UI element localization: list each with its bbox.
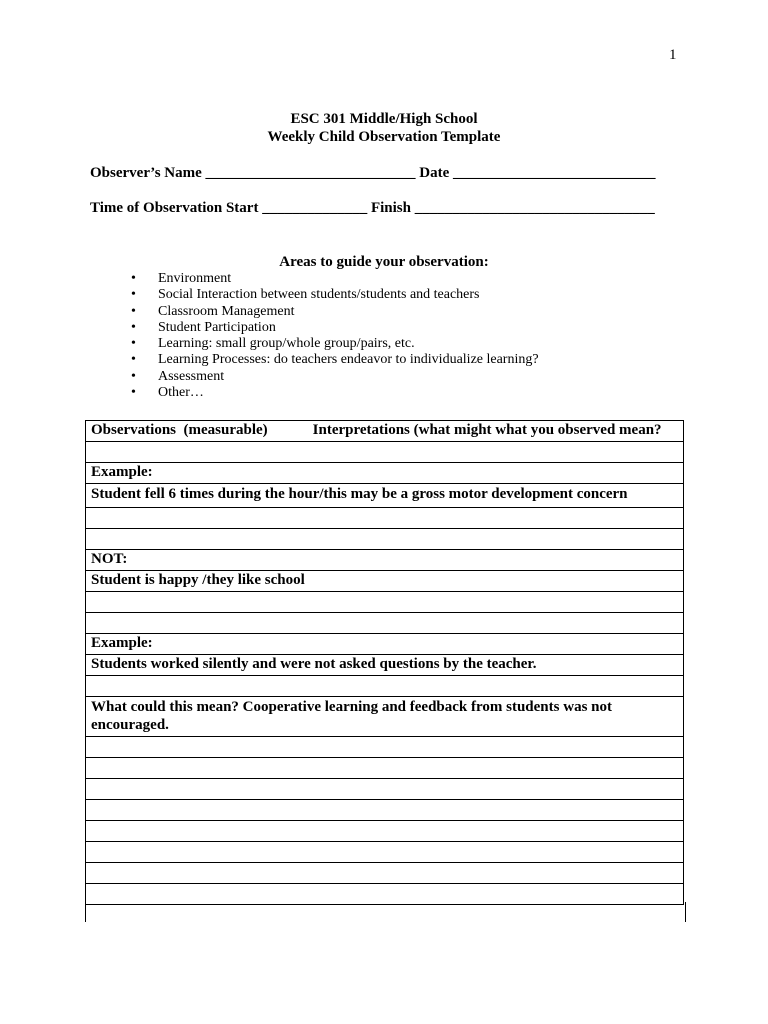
area-item-label: Learning: small group/whole group/pairs, etc. [158, 336, 415, 352]
table-cell [86, 508, 684, 529]
area-item-label: Environment [158, 271, 232, 286]
table-cell: Student is happy /they like school [86, 571, 684, 592]
area-item-label: Student Participation [158, 319, 276, 335]
table-row [86, 842, 684, 863]
table-row [86, 821, 684, 842]
table-row [86, 758, 684, 779]
table-row [86, 863, 684, 884]
table-cell: What could this mean? Cooperative learning and feedback from students was not encouraged. [86, 697, 684, 737]
area-item [131, 369, 539, 385]
bullet-icon: • [131, 385, 136, 401]
area-item [131, 287, 539, 303]
table-row [86, 463, 684, 484]
table-cell [86, 737, 684, 758]
table-continuation [85, 902, 686, 922]
area-item [131, 304, 539, 320]
area-item [131, 271, 539, 287]
table-row [86, 655, 684, 676]
table-header-row [86, 421, 684, 442]
area-item-label: Learning Processes: do teachers endeavor to individualize learning? [158, 352, 539, 368]
table-row [86, 442, 684, 463]
table-row [86, 550, 684, 571]
area-item [131, 385, 539, 401]
table-cell: Example: [86, 634, 684, 655]
table-row [86, 737, 684, 758]
table-cell [86, 529, 684, 550]
table-cell [86, 863, 684, 884]
table-row [86, 529, 684, 550]
table-row [86, 484, 684, 508]
table-row [86, 571, 684, 592]
table-header-cell: Observations (measurable) Interpretations (what might what you observed mean? [86, 421, 684, 442]
area-item-label: Assessment [158, 368, 225, 384]
page-number: 1 [669, 47, 677, 63]
bullet-icon: • [131, 352, 136, 368]
area-item-label: Classroom Management [158, 303, 295, 319]
area-item [131, 336, 539, 352]
table-cell [86, 779, 684, 800]
bullet-icon: • [131, 336, 136, 352]
table-cell: Students worked silently and were not asked questions by the teacher. [86, 655, 684, 676]
bullet-icon: • [131, 287, 136, 303]
areas-heading: Areas to guide your observation: [279, 254, 489, 270]
table-cell [86, 842, 684, 863]
table-cell [86, 821, 684, 842]
bullet-icon: • [131, 319, 136, 335]
table-cell [86, 676, 684, 697]
table-cell: NOT: [86, 550, 684, 571]
document-subtitle: Weekly Child Observation Template [267, 129, 501, 145]
table-row [86, 697, 684, 737]
table-cell: Student fell 6 times during the hour/this may be a gross motor development concern [86, 484, 684, 508]
table-cell: Example: [86, 463, 684, 484]
bullet-icon: • [131, 271, 136, 286]
observation-time-line: Time of Observation Start ______________ Finish ________________________________ [90, 200, 655, 216]
document-title: ESC 301 Middle/High School [290, 111, 478, 127]
table-cell [86, 613, 684, 634]
area-item-label: Other… [158, 385, 204, 401]
table-row [86, 634, 684, 655]
bullet-icon: • [131, 368, 136, 384]
table-row [86, 800, 684, 821]
area-item [131, 352, 539, 368]
bullet-icon: • [131, 303, 136, 319]
table-cell [86, 758, 684, 779]
table-row [86, 779, 684, 800]
table-cell [86, 800, 684, 821]
table-row [86, 613, 684, 634]
table-row [86, 508, 684, 529]
table-cell [86, 592, 684, 613]
areas-list [131, 271, 539, 401]
observer-name-date-line: Observer’s Name ____________________________ Date ___________________________ [90, 165, 656, 181]
table-cell [86, 442, 684, 463]
observation-table [85, 420, 684, 905]
area-item [131, 320, 539, 336]
table-row [86, 592, 684, 613]
area-item-label: Social Interaction between students/students and teachers [158, 287, 480, 303]
table-row [86, 676, 684, 697]
